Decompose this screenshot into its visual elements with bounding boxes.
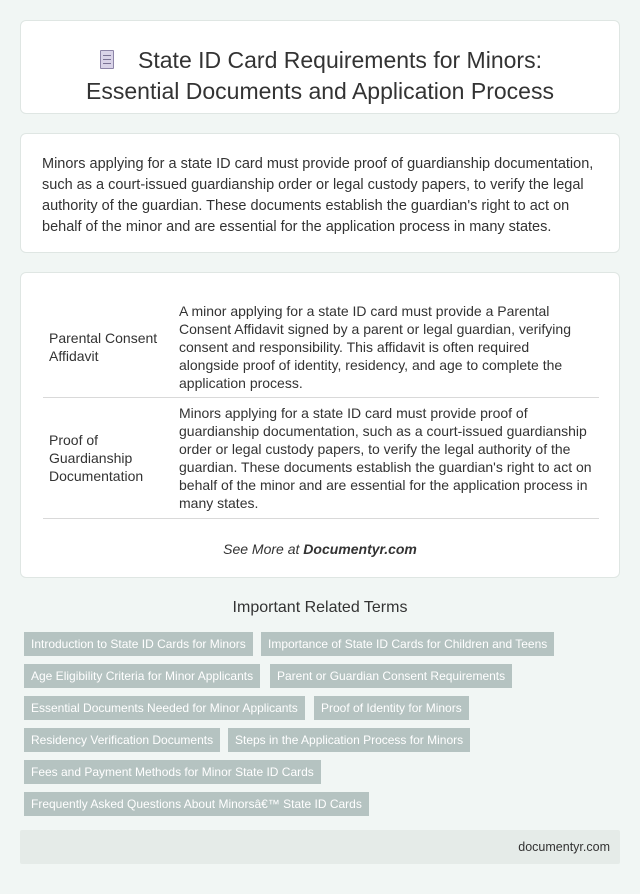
term-cell: Parental Consent Affidavit — [43, 297, 173, 397]
title-line-2: Essential Documents and Application Process — [86, 78, 554, 104]
table-row — [43, 397, 599, 518]
definition-cell: Minors applying for a state ID card must provide proof of guardianship documentation, such as a court-issued guardianship order or legal custody papers, to verify the legal authority of the guardian. These documents establish the guardian's right to act on behalf of the minor and are essential for the application process in many states. — [173, 397, 599, 518]
definitions-card — [20, 272, 620, 578]
footer-site[interactable]: documentyr.com — [518, 840, 610, 854]
related-tag[interactable]: Proof of Identity for Minors — [314, 696, 469, 720]
document-icon — [98, 49, 116, 71]
see-more-prefix: See More at — [223, 541, 300, 557]
title-line-1: State ID Card Requirements for Minors: — [138, 47, 542, 73]
footer — [20, 830, 620, 864]
related-tag[interactable]: Age Eligibility Criteria for Minor Applicants — [24, 664, 260, 688]
related-tag[interactable]: Parent or Guardian Consent Requirements — [270, 664, 512, 688]
title-card — [20, 20, 620, 114]
intro-card — [20, 133, 620, 253]
table-row — [43, 297, 599, 397]
definitions-table — [43, 297, 599, 519]
related-terms-title: Important Related Terms — [232, 599, 408, 616]
related-tag[interactable]: Introduction to State ID Cards for Minors — [24, 632, 253, 656]
related-tag[interactable]: Essential Documents Needed for Minor Applicants — [24, 696, 305, 720]
intro-paragraph: Minors applying for a state ID card must provide proof of guardianship documentation, such as a court-issued guardianship order or legal custody papers, to verify the legal authority of the guardian. These documents establish the guardian's right to act on behalf of the minor and are essential for the application process in many states. — [42, 156, 594, 235]
related-tag[interactable]: Importance of State ID Cards for Children and Teens — [261, 632, 554, 656]
see-more-link[interactable]: Documentyr.com — [303, 541, 417, 557]
page-title — [21, 45, 619, 107]
see-more-line — [21, 541, 619, 557]
term-cell: Proof of Guardianship Documentation — [43, 397, 173, 518]
related-tag[interactable]: Residency Verification Documents — [24, 728, 220, 752]
related-tag[interactable]: Steps in the Application Process for Minors — [228, 728, 470, 752]
definition-cell: A minor applying for a state ID card must provide a Parental Consent Affidavit signed by a parent or legal guardian, verifying consent and responsibility. This affidavit is often required alongside proof of identity, residency, and age to complete the application process. — [173, 297, 599, 397]
related-tag[interactable]: Fees and Payment Methods for Minor State ID Cards — [24, 760, 321, 784]
related-tag[interactable]: Frequently Asked Questions About Minorsâ€™ State ID Cards — [24, 792, 369, 816]
